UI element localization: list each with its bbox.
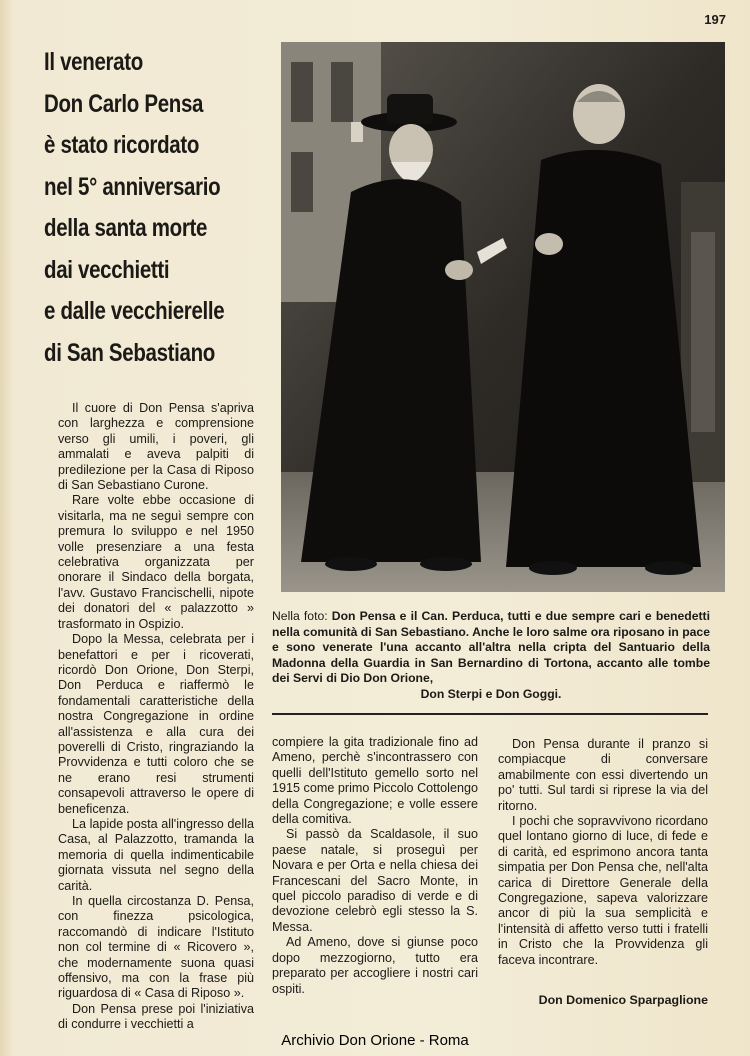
caption-text: Don Pensa e il Can. Perduca, tutti e due sempre cari e benedetti nella comunità di San Sebastiano. Anche le loro salme ora riposano in pace e sono venerate l'una accanto all'altra nella cripta del Santuario della Madonna della Guardia in San Bernardino di Tortona, accanto alle tombe dei Servi di Dio Don Orione, [272, 609, 710, 686]
paragraph: Si passò da Scaldasole, il suo paese natale, si proseguì per Novara e per Orta e nella chiesa dei Francescani del Sacro Monte, in quel piccolo paradiso di verde e di devozione celebrò egli stesso la S. Messa. [272, 827, 478, 934]
paragraph: Don Pensa prese poi l'iniziativa di condurre i vecchietti a [58, 1001, 254, 1032]
paragraph: Don Pensa durante il pranzo si compiacque di conversare amabilmente con essi divertendo un po' tutti. Sul tardi si riprese la via del ritorno. [498, 737, 708, 813]
paragraph: compiere la gita tradizionale fino ad Ameno, perchè s'incontrassero con quelli dell'Istituto gemello sorto nel 1915 come primo Piccolo Cottolengo della Congregazione; e volle essere della comitiva. [272, 735, 478, 827]
paragraph: Dopo la Messa, celebrata per i benefattori e per i ricoverati, ricordò Don Orione, Don Sterpi, Don Perduca e riaffermò le fondamentali caratteristiche della nostra Congregazione in ordine all'assistenza e alla cura dei poverelli di Cristo, ringraziando la Provvidenza e tutti coloro che se ne erano resi strumenti consapevoli attraverso le opere di beneficenza. [58, 632, 254, 816]
paragraph: In quella circostanza D. Pensa, con finezza psicologica, raccomandò di indicare l'Istituto non col termine di « Ricovero », che modernamente suona quasi offensivo, ma con la frase più riguardosa di « Casa di Riposo ». [58, 894, 254, 1001]
text-column-3 [498, 737, 708, 968]
headline-line: Il venerato [44, 48, 143, 76]
photo-illustration [281, 42, 725, 592]
text-column-2 [272, 735, 478, 997]
photo-two-priests [281, 42, 725, 592]
paragraph: Ad Ameno, dove si giunse poco dopo mezzogiorno, tutto era preparato per accogliere i nostri cari ospiti. [272, 935, 478, 996]
paragraph: I pochi che sopravvivono ricordano quel lontano giorno di luce, di fede e di carità, ed esprimono ancora tanta simpatia per Don Pensa che, nell'alta carica di Direttore Generale della Congregazione, sapeva valorizzare ancor di più la sua semplicità e l'intensità di affetto verso tutti i fratelli in Cristo che la Provvidenza gli faceva incontrare. [498, 814, 708, 967]
horizontal-divider [272, 713, 708, 715]
headline-line: della santa morte [44, 214, 208, 242]
headline-line: dai vecchietti [44, 255, 170, 284]
caption-last-line: Don Sterpi e Don Goggi. [420, 686, 562, 701]
text-column-1 [58, 401, 254, 1033]
paragraph: Rare volte ebbe occasione di visitarla, ma ne seguì sempre con premura lo sviluppo e nel 1950 volle presenziare a una festa celebrativa organizzata per onorare il Sindaco della borgata, l'avv. Gustavo Francischelli, nipote dei donatori del « palazzotto » trasformato in Ospizio. [58, 493, 254, 631]
photo-caption [272, 609, 710, 703]
archive-footer: Archivio Don Orione - Roma [281, 1032, 469, 1049]
headline-line: Don Carlo Pensa [44, 89, 204, 118]
headline-line: nel 5° anniversario [44, 172, 221, 201]
caption-label: Nella foto: [272, 609, 332, 623]
headline-line: di San Sebastiano [44, 338, 216, 367]
author-signature: Don Domenico Sparpaglione [538, 993, 708, 1007]
paragraph: La lapide posta all'ingresso della Casa, al Palazzotto, tramanda la memoria di quella indimenticabile giornata vissuta nel segno della carità. [58, 816, 254, 893]
headline-line: e dalle vecchierelle [44, 297, 225, 325]
article-headline [44, 42, 270, 374]
paragraph: Il cuore di Don Pensa s'apriva con larghezza e comprensione verso gli umili, i poveri, gli ammalati e aveva palpiti di predilezione per la Casa di Riposo di San Sebastiano Curone. [58, 401, 254, 493]
page-number: 197 [704, 12, 726, 27]
headline-line: è stato ricordato [44, 131, 200, 159]
